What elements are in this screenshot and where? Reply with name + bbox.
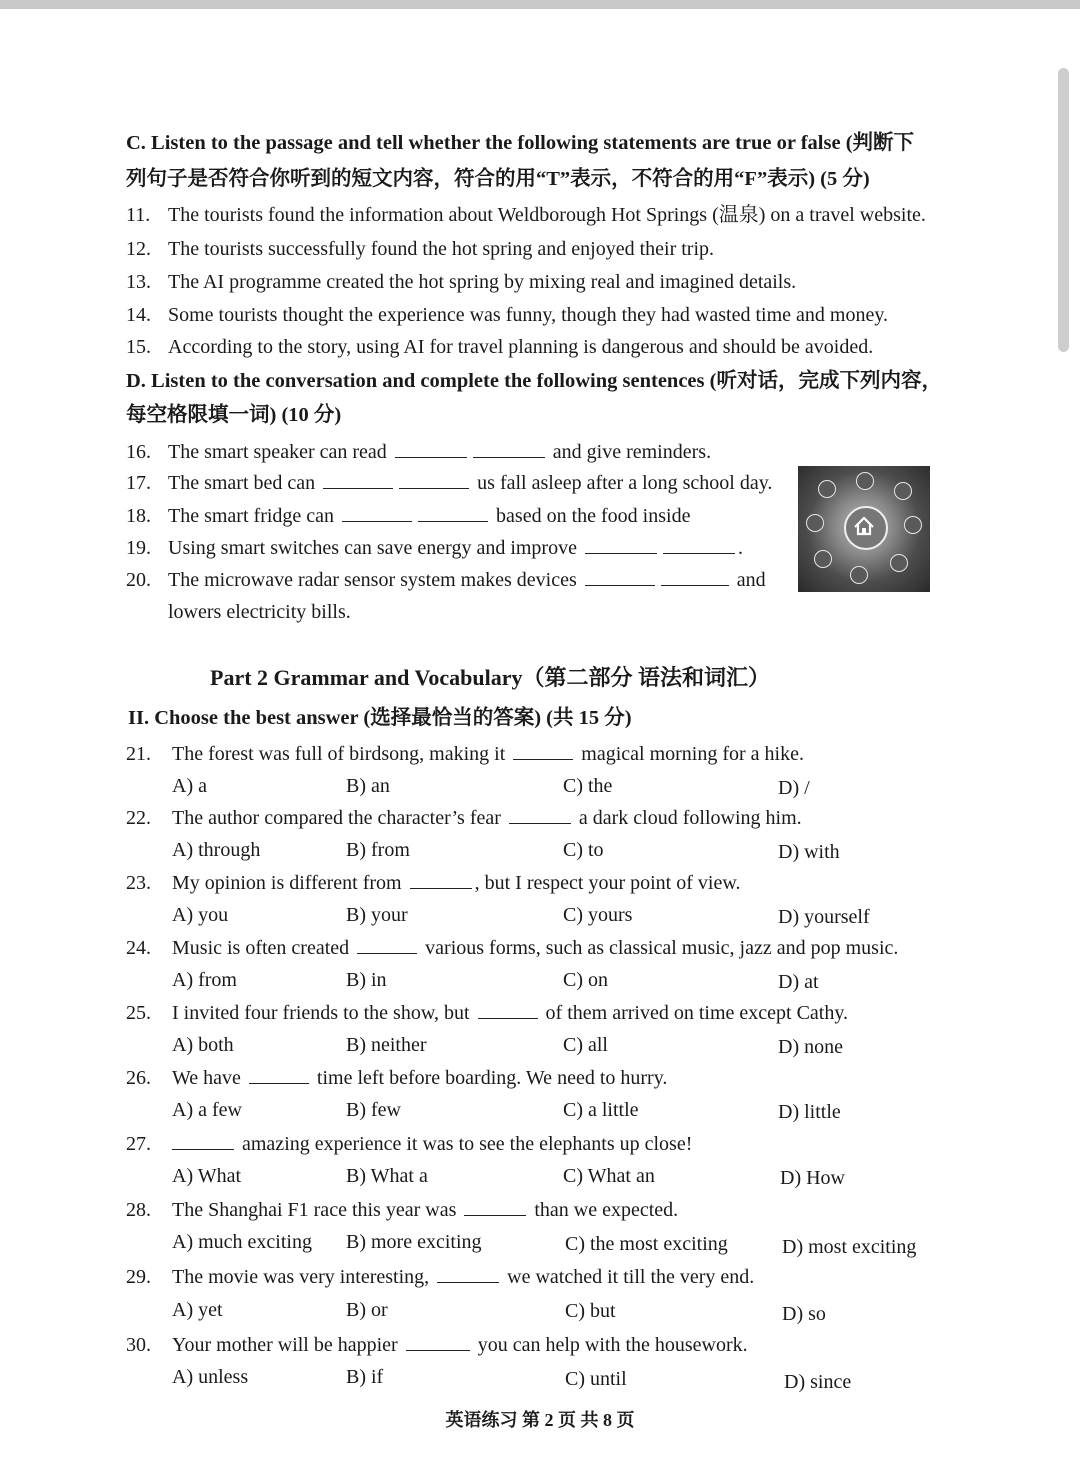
- answer-blank[interactable]: [661, 567, 729, 586]
- answer-blank[interactable]: [406, 1332, 470, 1351]
- question-after: of them arrived on time except Cathy.: [545, 1002, 849, 1024]
- option-b[interactable]: B) more exciting: [346, 1231, 482, 1253]
- device-icon: [806, 514, 824, 532]
- sentence-after: us fall asleep after a long school day.: [477, 472, 773, 494]
- question-before: The forest was full of birdsong, making it: [172, 743, 506, 765]
- option-b[interactable]: B) What a: [346, 1165, 428, 1187]
- question-after: amazing experience it was to see the elephants up close!: [242, 1133, 693, 1155]
- answer-blank[interactable]: [513, 741, 573, 760]
- answer-blank[interactable]: [509, 805, 571, 824]
- sentence-after: based on the food inside: [496, 505, 691, 527]
- option-c[interactable]: C) the: [563, 775, 613, 797]
- section-d-heading-line2: 每空格限填一词) (10 分): [126, 404, 342, 426]
- question-number: 21.: [126, 743, 151, 765]
- option-c[interactable]: C) but: [565, 1300, 616, 1322]
- answer-blank[interactable]: [323, 470, 393, 489]
- item-number: 20.: [126, 569, 151, 591]
- question-after: you can help with the housework.: [477, 1334, 748, 1356]
- answer-blank[interactable]: [399, 470, 469, 489]
- question-number: 25.: [126, 1002, 151, 1024]
- device-icon: [856, 472, 874, 490]
- question-number: 27.: [126, 1133, 151, 1155]
- answer-blank[interactable]: [418, 503, 488, 522]
- option-a[interactable]: A) unless: [172, 1366, 249, 1388]
- option-c[interactable]: C) a little: [563, 1099, 639, 1121]
- question-before: My opinion is different from: [172, 872, 402, 894]
- option-d[interactable]: D) How: [780, 1167, 845, 1189]
- option-d[interactable]: D) yourself: [778, 906, 870, 928]
- item-number: 17.: [126, 472, 151, 494]
- answer-blank[interactable]: [437, 1264, 499, 1283]
- option-d[interactable]: D) at: [778, 971, 819, 993]
- option-a[interactable]: A) from: [172, 969, 237, 991]
- item-number: 11.: [126, 204, 151, 226]
- answer-blank[interactable]: [473, 439, 545, 458]
- option-c[interactable]: C) yours: [563, 904, 633, 926]
- option-b[interactable]: B) if: [346, 1366, 384, 1388]
- option-a[interactable]: A) a: [172, 775, 207, 797]
- device-icon: [814, 550, 832, 568]
- question-before: The author compared the character’s fear: [172, 807, 501, 829]
- answer-blank[interactable]: [342, 503, 412, 522]
- sentence-after: .: [737, 537, 743, 559]
- item-number: 13.: [126, 271, 151, 293]
- question-number: 30.: [126, 1334, 151, 1356]
- section-ii-heading: II. Choose the best answer (选择最恰当的答案) (共 15 分): [128, 707, 632, 729]
- option-a[interactable]: A) a few: [172, 1099, 242, 1121]
- question-before: Music is often created: [172, 937, 350, 959]
- question-after: , but I respect your point of view.: [474, 872, 741, 894]
- question-before: Your mother will be happier: [172, 1334, 398, 1356]
- question-before: I invited four friends to the show, but: [172, 1002, 470, 1024]
- option-b[interactable]: B) neither: [346, 1034, 427, 1056]
- option-b[interactable]: B) few: [346, 1099, 401, 1121]
- option-b[interactable]: B) from: [346, 839, 410, 861]
- answer-blank[interactable]: [395, 439, 467, 458]
- sentence-before: The smart speaker can read: [168, 441, 387, 463]
- option-a[interactable]: A) much exciting: [172, 1231, 312, 1253]
- sentence-after: and: [736, 569, 766, 591]
- item-number: 15.: [126, 336, 151, 358]
- option-d[interactable]: D) since: [784, 1371, 852, 1393]
- option-c[interactable]: C) until: [565, 1368, 627, 1390]
- item-text: The tourists successfully found the hot spring and enjoyed their trip.: [168, 238, 715, 260]
- answer-blank[interactable]: [410, 870, 472, 889]
- sentence-before: The microwave radar sensor system makes devices: [168, 569, 577, 591]
- answer-blank[interactable]: [585, 535, 657, 554]
- option-c[interactable]: C) to: [563, 839, 604, 861]
- answer-blank[interactable]: [663, 535, 735, 554]
- option-d[interactable]: D) with: [778, 841, 840, 863]
- section-c-heading-line2: 列句子是否符合你听到的短文内容，符合的用“T”表示，不符合的用“F”表示) (5 分): [126, 168, 870, 190]
- question-after: we watched it till the very end.: [507, 1266, 755, 1288]
- option-a[interactable]: A) through: [172, 839, 261, 861]
- item-number: 18.: [126, 505, 151, 527]
- device-icon: [850, 566, 868, 584]
- answer-blank[interactable]: [464, 1197, 526, 1216]
- option-a[interactable]: A) What: [172, 1165, 242, 1187]
- item-number: 14.: [126, 304, 151, 326]
- answer-blank[interactable]: [249, 1065, 309, 1084]
- page-footer: 英语练习 第 2 页 共 8 页: [445, 1410, 635, 1430]
- question-number: 23.: [126, 872, 151, 894]
- option-b[interactable]: B) an: [346, 775, 390, 797]
- option-d[interactable]: D) little: [778, 1101, 841, 1123]
- option-a[interactable]: A) you: [172, 904, 229, 926]
- option-b[interactable]: B) in: [346, 969, 387, 991]
- question-before: We have: [172, 1067, 241, 1089]
- item-text: The AI programme created the hot spring by mixing real and imagined details.: [168, 271, 797, 293]
- sentence-before: The smart bed can: [168, 472, 316, 494]
- option-c[interactable]: C) all: [563, 1034, 608, 1056]
- sentence-20-continued: lowers electricity bills.: [168, 601, 351, 623]
- device-icon: [818, 480, 836, 498]
- option-d[interactable]: D) most exciting: [782, 1236, 917, 1258]
- option-d[interactable]: D) /: [778, 777, 810, 799]
- device-icon: [904, 516, 922, 534]
- smart-home-photo: [798, 466, 930, 592]
- answer-blank[interactable]: [357, 935, 417, 954]
- option-d[interactable]: D) so: [782, 1303, 826, 1325]
- answer-blank[interactable]: [172, 1131, 234, 1150]
- option-a[interactable]: A) both: [172, 1034, 234, 1056]
- question-number: 24.: [126, 937, 151, 959]
- section-d-heading-line1: D. Listen to the conversation and complete the following sentences (听对话，完成下列内容，: [126, 370, 942, 392]
- option-b[interactable]: B) your: [346, 904, 408, 926]
- item-number: 12.: [126, 238, 151, 260]
- item-number: 16.: [126, 441, 151, 463]
- part-2-title: Part 2 Grammar and Vocabulary（第二部分 语法和词汇）: [210, 665, 770, 690]
- question-after: various forms, such as classical music, jazz and pop music.: [425, 937, 899, 959]
- house-icon: [844, 506, 888, 550]
- question-after: than we expected.: [534, 1199, 679, 1221]
- answer-blank[interactable]: [478, 1000, 538, 1019]
- option-c[interactable]: C) the most exciting: [565, 1233, 728, 1255]
- question-before: The Shanghai F1 race this year was: [172, 1199, 457, 1221]
- option-c[interactable]: C) What an: [563, 1165, 655, 1187]
- answer-blank[interactable]: [585, 567, 655, 586]
- item-text: According to the story, using AI for travel planning is dangerous and should be avoided.: [168, 336, 874, 358]
- question-after: magical morning for a hike.: [581, 743, 804, 765]
- option-d[interactable]: D) none: [778, 1036, 843, 1058]
- option-b[interactable]: B) or: [346, 1299, 388, 1321]
- question-number: 28.: [126, 1199, 151, 1221]
- option-a[interactable]: A) yet: [172, 1299, 223, 1321]
- question-after: a dark cloud following him.: [578, 807, 802, 829]
- device-icon: [894, 482, 912, 500]
- question-number: 29.: [126, 1266, 151, 1288]
- item-text: The tourists found the information about Weldborough Hot Springs (温泉) on a travel website.: [168, 204, 926, 226]
- question-after: time left before boarding. We need to hurry.: [316, 1067, 668, 1089]
- item-text: Some tourists thought the experience was funny, though they had wasted time and money.: [168, 304, 889, 326]
- question-number: 22.: [126, 807, 151, 829]
- item-number: 19.: [126, 537, 151, 559]
- section-c-heading-line1: C. Listen to the passage and tell whether the following statements are true or false (判断下: [126, 132, 915, 154]
- option-c[interactable]: C) on: [563, 969, 608, 991]
- sentence-before: Using smart switches can save energy and improve: [168, 537, 577, 559]
- question-before: The movie was very interesting,: [172, 1266, 430, 1288]
- sentence-after: and give reminders.: [552, 441, 712, 463]
- question-number: 26.: [126, 1067, 151, 1089]
- sentence-before: The smart fridge can: [168, 505, 335, 527]
- device-icon: [890, 554, 908, 572]
